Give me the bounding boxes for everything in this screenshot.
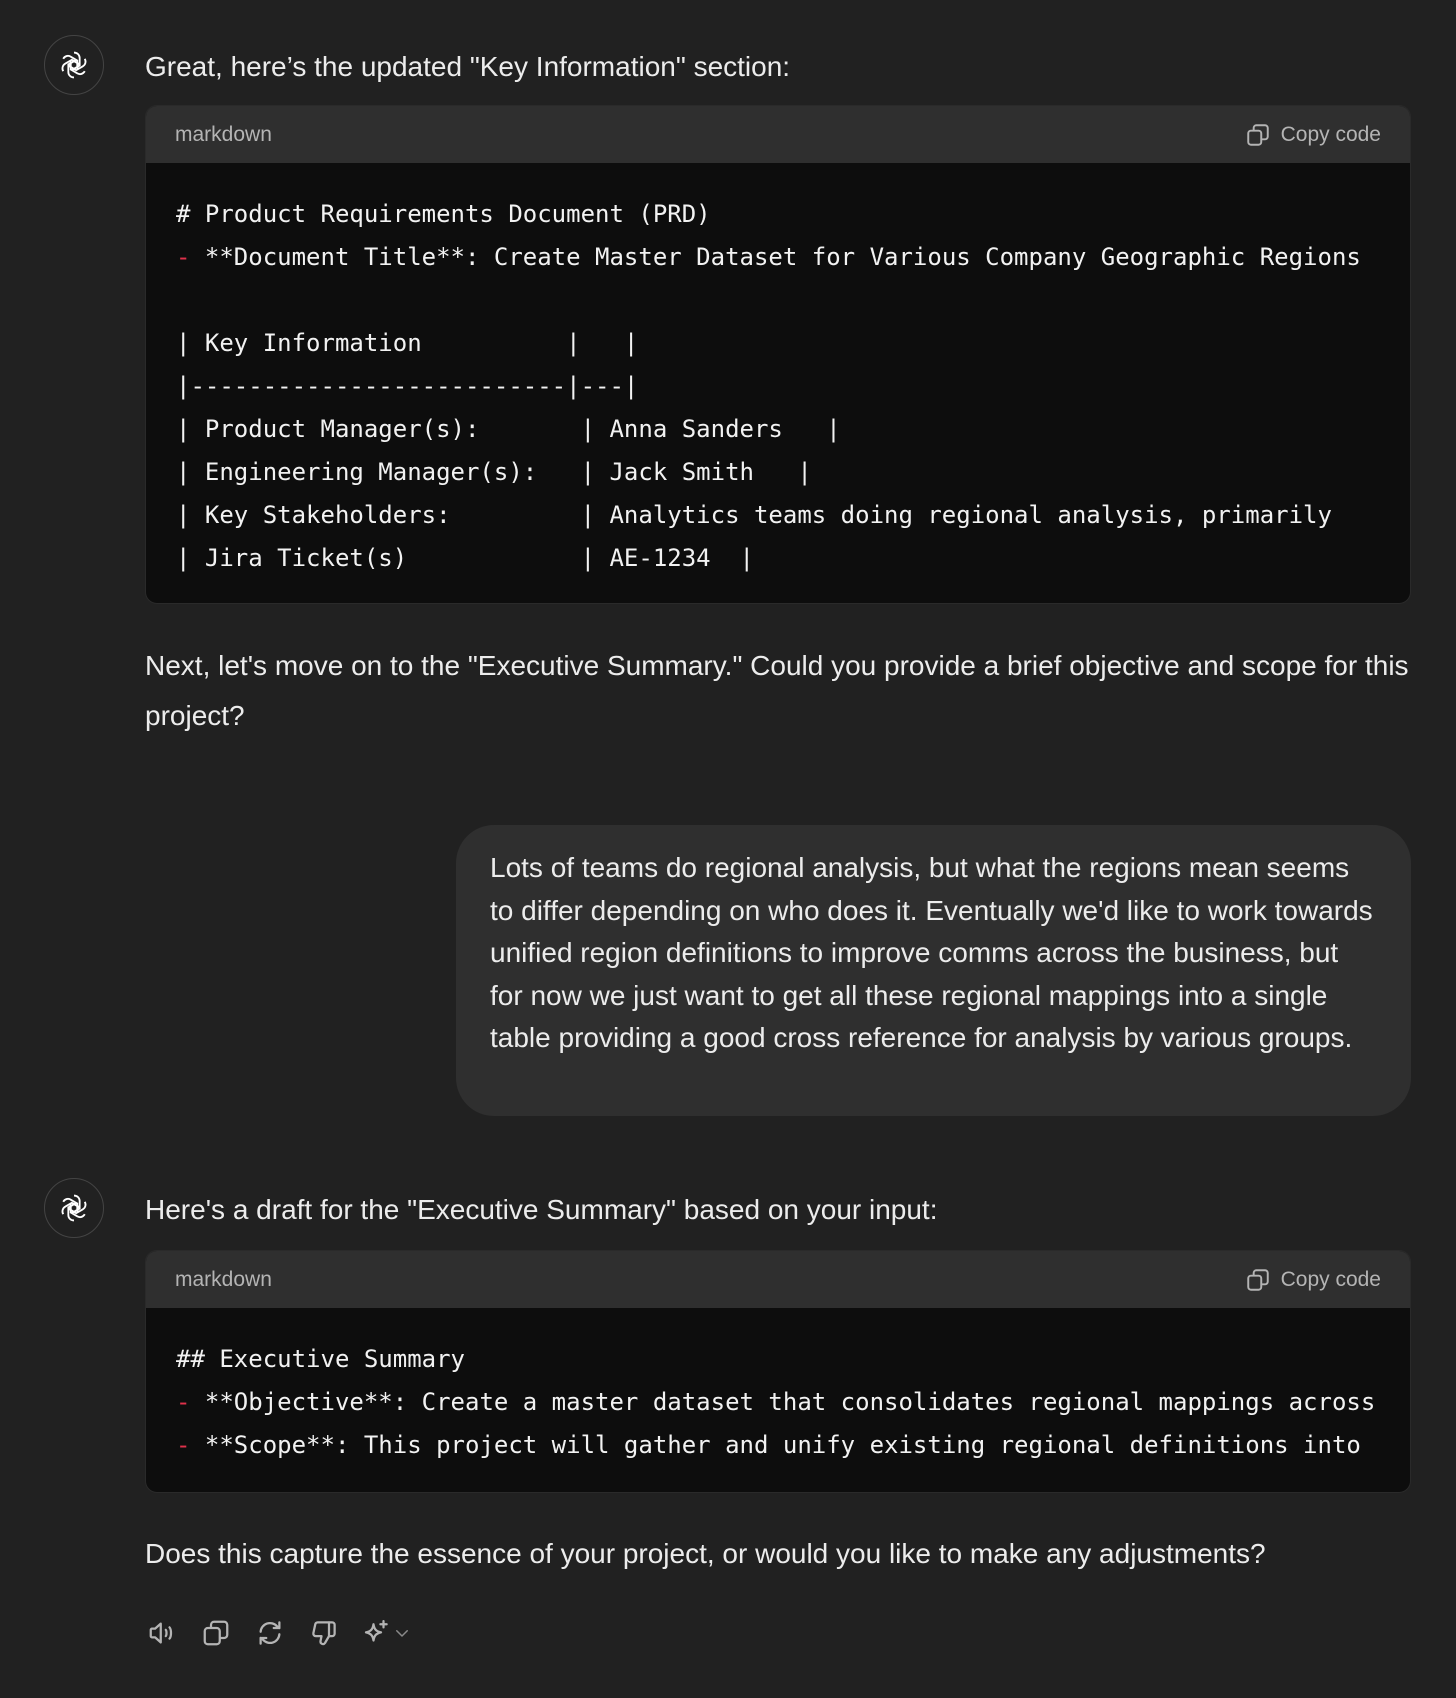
code-line	[176, 451, 1380, 494]
assistant-intro-text: Great, here’s the updated "Key Information" section:	[145, 51, 791, 82]
copy-code-label: Copy code	[1280, 1267, 1381, 1291]
code-text: ## Executive Summary	[176, 1345, 465, 1373]
chevron-down-icon	[393, 1624, 411, 1642]
code-line	[176, 279, 1380, 322]
user-message-bubble: Lots of teams do regional analysis, but what the regions mean seems to differ depending on who does it. Eventually we'd like to work towards unified region definitions to improve comms across the business, but for now we just want to get all these regional mappings into a single table providing a good cross reference for analysis by various groups.	[456, 825, 1411, 1116]
code-line	[176, 236, 1380, 279]
refresh-icon	[255, 1618, 285, 1648]
thumbs-down-icon	[309, 1618, 339, 1648]
copy-code-button[interactable]	[1245, 1267, 1381, 1293]
code-text: | Jira Ticket(s) | AE-1234 |	[176, 544, 754, 572]
code-line	[176, 1338, 1380, 1381]
sparkle-icon	[361, 1618, 391, 1648]
code-block	[145, 105, 1411, 604]
code-text: **Scope**: This project will gather and unify existing regional definitions into	[190, 1431, 1361, 1459]
code-line	[176, 365, 1380, 408]
code-text: **Document Title**: Create Master Dataset for Various Company Geographic Regions	[190, 243, 1361, 271]
code-block-header	[146, 1251, 1410, 1308]
code-line	[176, 1424, 1380, 1467]
code-text: # Product Requirements Document (PRD)	[176, 200, 711, 228]
copy-icon	[1245, 122, 1271, 148]
assistant-intro-text: Here's a draft for the "Executive Summary" based on your input:	[145, 1194, 938, 1225]
code-text: | Product Manager(s): | Anna Sanders |	[176, 415, 841, 443]
code-line	[176, 1381, 1380, 1424]
code-content	[146, 163, 1410, 604]
code-text: | Key Information | |	[176, 329, 639, 357]
list-dash: -	[176, 1388, 191, 1416]
message-actions	[145, 1613, 411, 1653]
list-dash: -	[176, 1431, 191, 1459]
bad-response-button[interactable]	[307, 1613, 341, 1653]
code-text: | Key Stakeholders: | Analytics teams doing regional analysis, primarily	[176, 501, 1332, 529]
assistant-avatar	[44, 35, 104, 95]
assistant-outro-text: Does this capture the essence of your project, or would you like to make any adjustments?	[145, 1538, 1266, 1569]
code-text: **Objective**: Create a master dataset that consolidates regional mappings across	[190, 1388, 1376, 1416]
code-text: |--------------------------|---|	[176, 372, 639, 400]
code-language-label: markdown	[175, 122, 272, 146]
copy-button[interactable]	[199, 1613, 233, 1653]
code-line	[176, 322, 1380, 365]
openai-logo-icon	[57, 1191, 91, 1225]
code-line	[176, 193, 1380, 236]
copy-code-label: Copy code	[1280, 122, 1381, 146]
copy-code-button[interactable]	[1245, 122, 1381, 148]
assistant-avatar	[44, 1178, 104, 1238]
speaker-icon	[147, 1618, 177, 1648]
read-aloud-button[interactable]	[145, 1613, 179, 1653]
regenerate-button[interactable]	[253, 1613, 287, 1653]
assistant-outro-text: Next, let's move on to the "Executive Summary." Could you provide a brief objective and scope for this project?	[145, 650, 1409, 731]
code-language-label: markdown	[175, 1267, 272, 1291]
code-line	[176, 494, 1380, 537]
code-line	[176, 408, 1380, 451]
code-text: | Engineering Manager(s): | Jack Smith |	[176, 458, 812, 486]
copy-icon	[1245, 1267, 1271, 1293]
copy-icon	[201, 1618, 231, 1648]
change-model-button[interactable]	[361, 1618, 411, 1648]
openai-logo-icon	[57, 48, 91, 82]
code-block	[145, 1250, 1411, 1493]
code-block-header	[146, 106, 1410, 163]
code-line	[176, 537, 1380, 580]
list-dash: -	[176, 243, 191, 271]
code-content	[146, 1308, 1410, 1493]
